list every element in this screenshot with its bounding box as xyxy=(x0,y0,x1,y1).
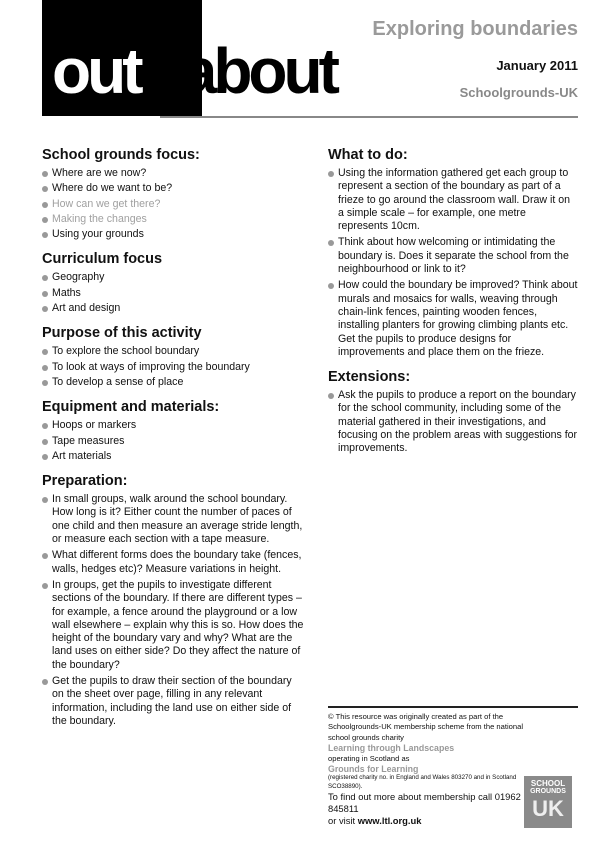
copyright-notice: © This resource was originally created as part of the Schoolgrounds-UK membership scheme from the national school grounds charity xyxy=(328,712,524,742)
list-item: What different forms does the boundary take (fences, walls, hedges etc)? Measure variations in height. xyxy=(42,549,304,576)
badge-line-school: SCHOOL xyxy=(530,779,566,788)
charity-name: Learning through Landscapes xyxy=(328,743,455,754)
masthead xyxy=(42,0,578,116)
equipment-heading: Equipment and materials: xyxy=(42,399,220,416)
logo-part-out: out xyxy=(52,35,140,107)
preparation-heading: Preparation: xyxy=(42,473,128,490)
issue-date: January 2011 xyxy=(496,58,578,73)
list-item: Get the pupils to draw their section of the boundary on the sheet over page, filling in any relevant information, including the land use on either side of the boundary. xyxy=(42,675,304,728)
schoolgrounds-uk-logo xyxy=(524,776,572,828)
list-item: In small groups, walk around the school boundary. How long is it? Either count the number of paces of one child and then measure an average stride length, or measure each section with a tape measure. xyxy=(42,493,304,546)
membership-note: To find out more about membership call 01962 845811 xyxy=(328,791,521,815)
footer-credits xyxy=(328,712,528,827)
list-item: Ask the pupils to produce a report on the boundary for the school community, including some of the material gathered in their investigations, and focusing on the problem areas with suggestions for improvements. xyxy=(328,389,578,455)
list-item: Tape measures xyxy=(42,435,304,448)
focus-heading: School grounds focus: xyxy=(42,147,200,163)
header-rule xyxy=(160,116,578,118)
list-item: Art and design xyxy=(42,302,304,315)
list-item: Where do we want to be? xyxy=(42,182,304,195)
series-title: Exploring boundaries xyxy=(372,18,578,40)
scotland-name: Grounds for Learning xyxy=(328,764,419,775)
list-item: To develop a sense of place xyxy=(42,376,304,389)
extensions-heading: Extensions: xyxy=(328,369,411,386)
list-item: Using the information gathered get each group to represent a section of the boundary as part of a frieze to go around the classroom wall. Draw it on a simple scale – for example, one metre represents 10cm. xyxy=(328,167,578,233)
list-item: Where are we now? xyxy=(42,167,304,180)
website-line xyxy=(328,815,528,827)
registration-note: (registered charity no. in England and Wales 803270 and in Scotland SCO38890). xyxy=(328,774,517,790)
badge-line-grounds: GROUNDS xyxy=(530,788,566,795)
logo-part-about: &about xyxy=(139,35,336,107)
preparation-list xyxy=(42,493,304,728)
website-link[interactable]: www.ltl.org.uk xyxy=(357,815,422,827)
list-item: To explore the school boundary xyxy=(42,345,304,358)
what-to-do-heading: What to do: xyxy=(328,147,408,163)
list-item: Geography xyxy=(42,271,304,284)
right-column xyxy=(328,146,578,465)
focus-list xyxy=(42,167,304,241)
curriculum-list xyxy=(42,271,304,315)
purpose-list xyxy=(42,345,304,389)
logo xyxy=(52,36,336,106)
left-column xyxy=(42,146,304,737)
list-item: In groups, get the pupils to investigate different sections of the boundary. If there are different types – for example, a fence around the playground or a low wall elsewhere – explain why this is so. How does the height of the boundary vary and why? What are the land uses on either side? Do they affect the nature of the boundary? xyxy=(42,579,304,672)
curriculum-heading: Curriculum focus xyxy=(42,251,163,268)
what-to-do-list xyxy=(328,167,578,359)
footer-rule xyxy=(328,706,578,708)
list-item: Think about how welcoming or intimidating the boundary is. Does it separate the school from the neighbourhood or link to it? xyxy=(328,236,578,276)
list-item: Using your grounds xyxy=(42,228,304,241)
operating-note: operating in Scotland as xyxy=(328,753,410,763)
list-item: Maths xyxy=(42,287,304,300)
list-item: Making the changes xyxy=(42,213,304,226)
list-item: How could the boundary be improved? Think about murals and mosaics for walls, weaving through chain-link fences, painting wooden fences, installing planters for growing climbing plants etc. Get the pupils to produce designs for improvements and place them on the frieze. xyxy=(328,279,578,359)
equipment-list xyxy=(42,419,304,463)
website-prefix: or visit xyxy=(328,815,356,827)
list-item: How can we get there? xyxy=(42,198,304,211)
badge-line-uk: UK xyxy=(532,796,564,821)
list-item: To look at ways of improving the boundary xyxy=(42,361,304,374)
list-item: Art materials xyxy=(42,450,304,463)
organisation-name: Schoolgrounds-UK xyxy=(459,85,578,100)
extensions-list xyxy=(328,389,578,455)
purpose-heading: Purpose of this activity xyxy=(42,325,202,342)
list-item: Hoops or markers xyxy=(42,419,304,432)
